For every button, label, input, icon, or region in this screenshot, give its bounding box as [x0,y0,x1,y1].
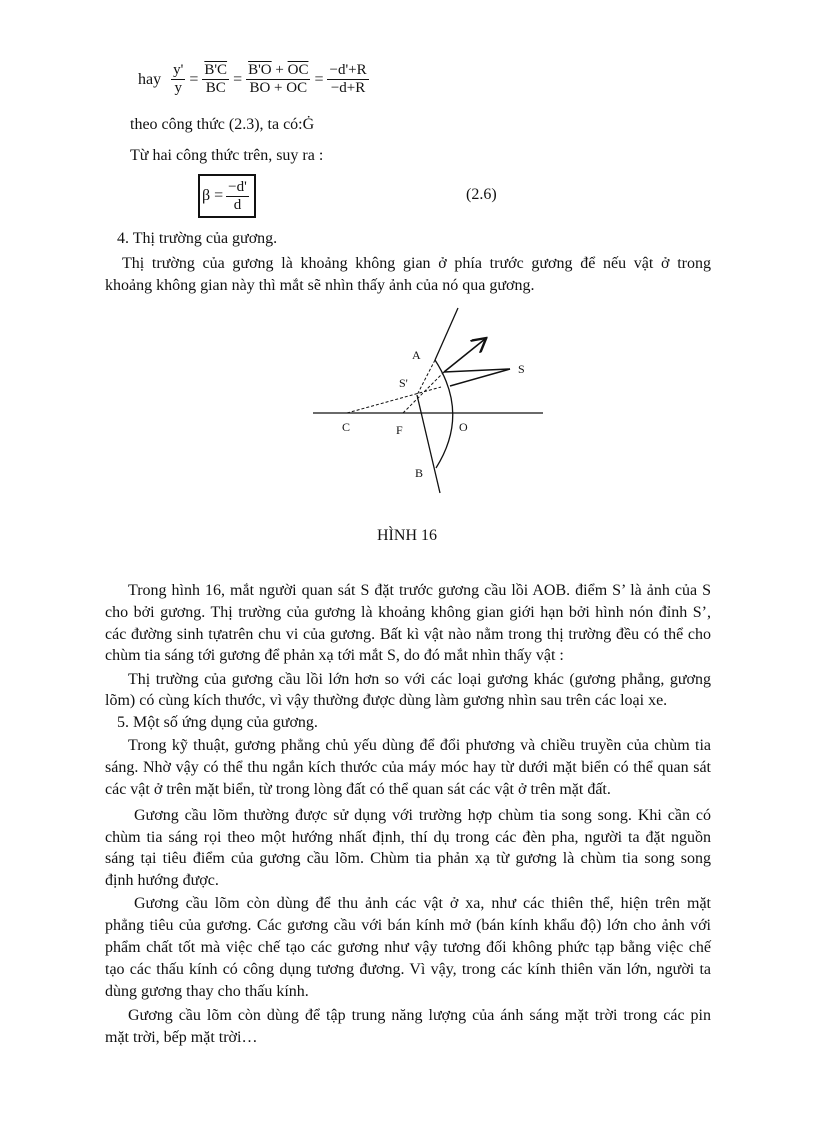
label-O: O [459,420,468,434]
numerator: y' [173,62,184,78]
text-line: Gương cầu lõm thường được sử dụng với trường hợp chùm tia song song. Khi cần có [134,807,711,824]
text-line: Gương cầu lõm còn dùng để tập trung năng lượng của ánh sáng mặt trời trong các pin [128,1007,711,1024]
label-S: S [518,362,525,376]
formula-lhs: β = [202,187,224,204]
equals: = [189,70,199,88]
text-line: mặt trời, bếp mặt trời… [105,1029,258,1046]
text-line: Gương cầu lõm còn dùng để thu ảnh các vật ở xa, như các thiên thể, hiện trên mặt [134,895,711,912]
term: $\overline{OC}$ [286,80,308,96]
label-C: C [342,420,351,434]
term: $\overline{BO}$ [249,80,271,96]
label-A: A [412,348,421,362]
denominator: d [233,196,242,213]
text-line: khoảng không gian này thì mắt sẽ nhìn thấy ảnh của nó qua gương. [105,277,535,294]
text-line: dùng gương thay cho thấu kính. [105,983,309,1000]
mirror-arc [435,360,453,468]
text-line: Từ hai công thức trên, suy ra : [130,147,324,164]
text-line: theo công thức (2.3), ta có:Ġ [130,116,315,133]
reflected-ray-arrow [444,339,485,372]
text-line: sáng. Nhờ vậy có thể thu ngắn kích thước của máy móc hay từ dưới mặt biển có thể quan sát [105,759,711,776]
text-line: Thị trường của gương là khoảng không gian ở phía trước gương để nếu vật ở trong [122,255,711,272]
text-line: sáng tại tiêu điểm của gương cầu lõm. Chùm tia phản xạ từ gương là chùm tia song song [105,850,711,867]
text-line: cho bởi gương. Thị trường của gương là khoảng không gian giới hạn bởi hình nón đỉnh S’, [105,604,711,621]
equation-number: (2.6) [466,186,497,203]
term: B'O [248,62,272,78]
label-F: F [396,423,403,437]
numerator: B'C [204,62,228,78]
text-line: phẳng tiêu của gương. Các gương cầu với bán kính mở (bán kính khẩu độ) lớn cho ảnh với [105,917,711,934]
figure-16-diagram [0,0,816,560]
numerator: −d' [228,178,247,195]
text-line: các đường sinh tựatrên chu vi của gương. Bất kì vật nào nằm trong thị trường đều có thể cho [105,626,711,643]
dashed-ray [347,387,441,413]
heading-5: 5. Một số ứng dụng của gương. [117,714,318,731]
label-S-prime: S' [399,376,408,390]
figure-caption: HÌNH 16 [377,527,437,544]
numerator: −d'+R [329,62,367,78]
denominator: −d+R [330,80,366,96]
equals: = [314,70,324,88]
text-line: các vật ở trên mặt biển, từ trong lòng đất có thể quan sát các vật ở trên mặt đất. [105,781,611,798]
denominator: y [174,80,182,96]
plus: + [274,80,283,96]
equals: = [233,70,243,88]
cone-edge [435,308,458,360]
plus: + [275,62,284,78]
text-line: định hướng được. [105,872,219,889]
denominator: BC [205,80,226,96]
text-line: lõm) có cùng kích thước, vì vậy thường được dùng làm gương nhìn sau trên các loại xe. [105,692,668,709]
heading-4: 4. Thị trường của gương. [117,230,278,247]
text-line: Trong hình 16, mắt người quan sát S đặt trước gương cầu lồi AOB. điểm S’ là ảnh của S [128,582,711,599]
term: $\overline{OC}$ [287,62,309,78]
text-line: Trong kỹ thuật, gương phẳng chủ yếu dùng để đổi phương và chiều truyền của chùm tia [128,737,711,754]
formula-prefix: hay [138,70,162,88]
dashed-ray [403,372,444,413]
text-line: chùm tia sáng rọi theo một hướng nhất định, thí dụ trong các đèn pha, người ta đặt nguồn [105,829,711,846]
text-line: phẩm chất tốt mà việc chế tạo các gương như vậy tương đối không phức tạp bằng việc chế [105,939,711,956]
label-B: B [415,466,424,480]
text-line: chùm tia sáng tới gương để phản xạ tới mắt S, do đó mắt nhìn thấy vật : [105,647,564,664]
text-line: tạo các thấu kính có công dụng tương đương. Vì vậy, trong các kính thiên văn lớn, người ta [105,961,711,978]
text-line: Thị trường của gương cầu lồi lớn hơn so với các loại gương khác (gương phẳng, gương [128,671,711,688]
